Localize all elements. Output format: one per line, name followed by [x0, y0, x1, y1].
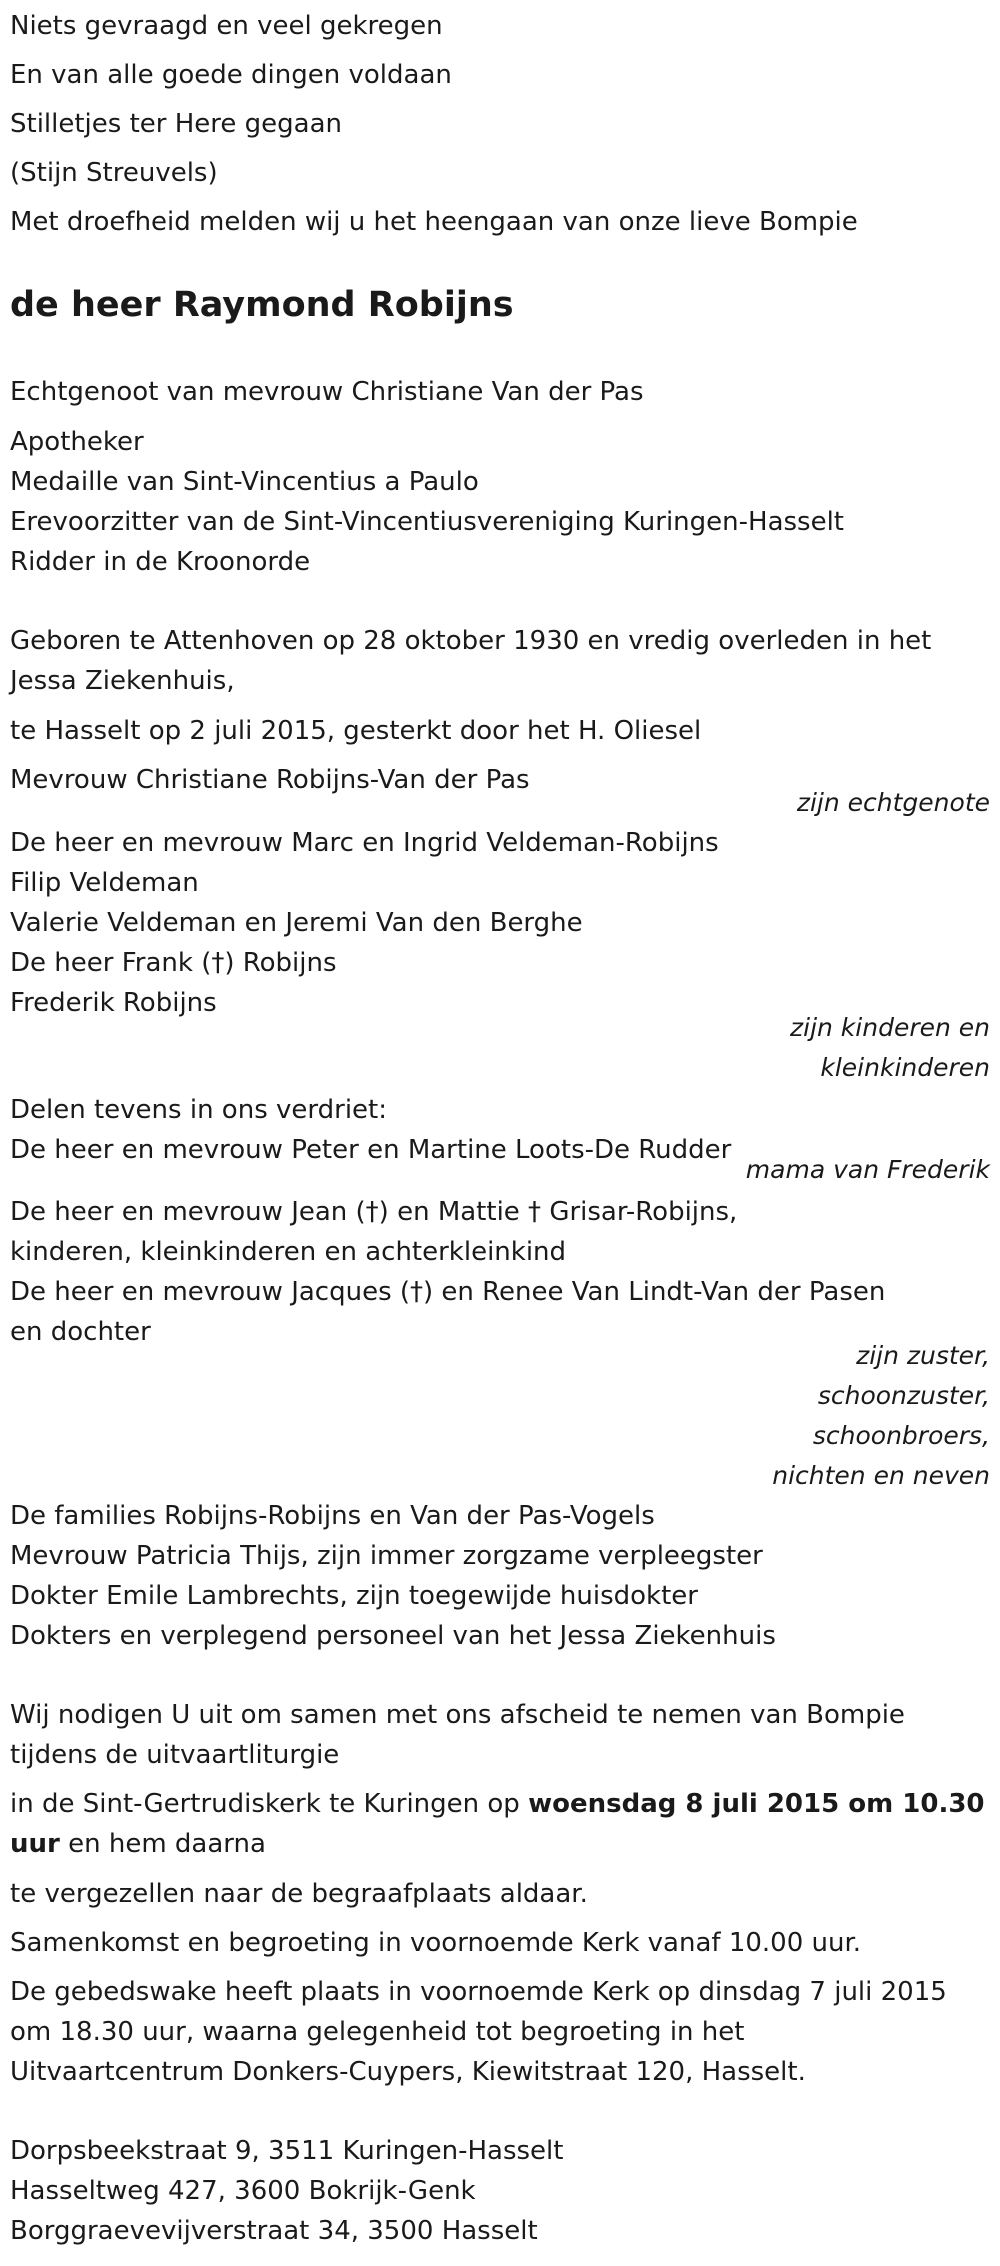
funeral-invite-1: Wij nodigen U uit om samen met ons afscheid te nemen van Bompie	[10, 1700, 905, 1730]
funeral-burial: te vergezellen naar de begraafplaats aldaar.	[10, 1879, 588, 1909]
spouse-name: Mevrouw Christiane Robijns-Van der Pas	[10, 765, 530, 795]
birth-death-line-1: Geboren te Attenhoven op 28 oktober 1930 en vredig overleden in het	[10, 626, 932, 656]
siblings-role-2: schoonzuster,	[817, 1381, 990, 1410]
sibling-line-4: en dochter	[10, 1317, 151, 1347]
funeral-wake-1: De gebedswake heeft plaats in voornoemde Kerk op dinsdag 7 juli 2015	[10, 1977, 947, 2007]
birth-death-line-2: Jessa Ziekenhuis,	[10, 666, 235, 696]
quote-line-3: Stilletjes ter Here gegaan	[10, 109, 343, 139]
funeral-time-unit: uur	[10, 1829, 60, 1859]
others-line-2: Mevrouw Patricia Thijs, zijn immer zorgzame verpleegster	[10, 1541, 763, 1571]
spouse-role: zijn echtgenote	[796, 788, 990, 817]
funeral-date: woensdag 8 juli 2015 om 10.30	[528, 1789, 985, 1819]
funeral-wake-3: Uitvaartcentrum Donkers-Cuypers, Kiewitstraat 120, Hasselt.	[10, 2057, 806, 2087]
child-line-2: Filip Veldeman	[10, 868, 199, 898]
sorrow-intro: Delen tevens in ons verdriet:	[10, 1095, 387, 1125]
sibling-line-1: De heer en mevrouw Jean (†) en Mattie † Grisar-Robijns,	[10, 1197, 738, 1227]
children-role-1: zijn kinderen en	[790, 1013, 990, 1042]
quote-line-1: Niets gevraagd en veel gekregen	[10, 11, 443, 41]
quote-line-2: En van alle goede dingen voldaan	[10, 60, 452, 90]
child-line-3: Valerie Veldeman en Jeremi Van den Berghe	[10, 908, 583, 938]
sibling-line-2: kinderen, kleinkinderen en achterkleinkind	[10, 1237, 567, 1267]
mama-line-role: mama van Frederik	[745, 1155, 990, 1184]
funeral-wake-2: om 18.30 uur, waarna gelegenheid tot begroeting in het	[10, 2017, 745, 2047]
child-line-4: De heer Frank (†) Robijns	[10, 948, 337, 978]
others-line-4: Dokters en verplegend personeel van het Jessa Ziekenhuis	[10, 1621, 776, 1651]
title-line-3: Erevoorzitter van de Sint-Vincentiusvereniging Kuringen-Hasselt	[10, 507, 845, 537]
funeral-gathering: Samenkomst en begroeting in voornoemde Kerk vanaf 10.00 uur.	[10, 1928, 862, 1958]
title-line-4: Ridder in de Kroonorde	[10, 547, 311, 577]
birth-death-line-3: te Hasselt op 2 juli 2015, gesterkt door het H. Oliesel	[10, 716, 702, 746]
funeral-church-line-2	[10, 1824, 266, 1864]
announcement-line: Met droefheid melden wij u het heengaan van onze lieve Bompie	[10, 207, 858, 237]
funeral-church-pre: in de Sint-Gertrudiskerk te Kuringen op	[10, 1789, 520, 1819]
children-role-2: kleinkinderen	[820, 1053, 990, 1082]
mama-line-name: De heer en mevrouw Peter en Martine Loots-De Rudder	[10, 1135, 732, 1165]
title-line-2: Medaille van Sint-Vincentius a Paulo	[10, 467, 479, 497]
others-line-1: De families Robijns-Robijns en Van der Pas-Vogels	[10, 1501, 655, 1531]
others-line-3: Dokter Emile Lambrechts, zijn toegewijde huisdokter	[10, 1581, 698, 1611]
siblings-role-4: nichten en neven	[772, 1461, 990, 1490]
child-line-1: De heer en mevrouw Marc en Ingrid Veldeman-Robijns	[10, 828, 719, 858]
funeral-invite-2: tijdens de uitvaartliturgie	[10, 1740, 340, 1770]
title-line-1: Apotheker	[10, 427, 144, 457]
deceased-name: de heer Raymond Robijns	[10, 285, 514, 325]
address-1: Dorpsbeekstraat 9, 3511 Kuringen-Hasselt	[10, 2136, 564, 2166]
funeral-church-line	[10, 1784, 985, 1824]
funeral-church-post: en hem daarna	[68, 1829, 266, 1859]
siblings-role-1: zijn zuster,	[856, 1341, 990, 1370]
child-line-5: Frederik Robijns	[10, 988, 217, 1018]
siblings-role-3: schoonbroers,	[812, 1421, 990, 1450]
spouse-line: Echtgenoot van mevrouw Christiane Van der Pas	[10, 377, 644, 407]
quote-author: (Stijn Streuvels)	[10, 158, 218, 188]
sibling-line-3: De heer en mevrouw Jacques (†) en Renee Van Lindt-Van der Pasen	[10, 1277, 886, 1307]
address-2: Hasseltweg 427, 3600 Bokrijk-Genk	[10, 2176, 476, 2206]
address-3: Borggraevevijverstraat 34, 3500 Hasselt	[10, 2216, 538, 2246]
